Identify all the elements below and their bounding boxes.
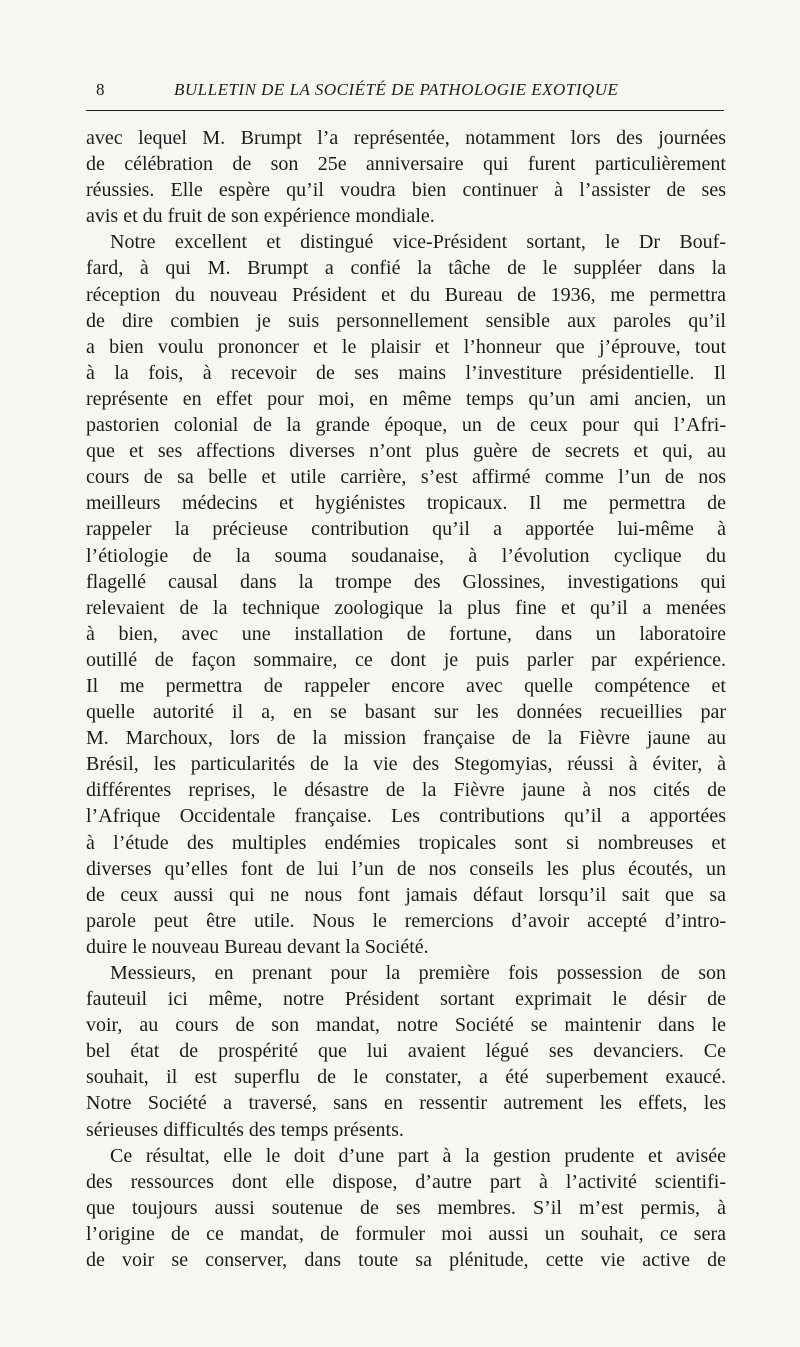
text-line: Il me permettra de rappeler encore avec quelle compétence et [86,674,726,697]
text-line: l’Afrique Occidentale française. Les contributions qu’il a apportées [86,805,726,828]
text-line: Notre Société a traversé, sans en ressentir autrement les effets, les [86,1092,726,1115]
text-line: Notre excellent et distingué vice-Président sortant, le Dr Bouf- [110,231,726,254]
text-line: a bien voulu prononcer et le plaisir et l’honneur que j’éprouve, tout [86,335,726,358]
text-line: avec lequel M. Brumpt l’a représentée, notamment lors des journées [86,127,726,149]
text-line: l’étiologie de la souma soudanaise, à l’évolution cyclique du [86,544,726,567]
text-line: de dire combien je suis personnellement sensible aux paroles qu’il [86,309,726,332]
text-line: fard, à qui M. Brumpt a confié la tâche de le suppléer dans la [86,257,726,280]
text-line: fauteuil ici même, notre Président sortant exprimait le désir de [86,988,726,1011]
text-line: pastorien colonial de la grande époque, un de ceux pour qui l’Afri- [86,414,726,437]
text-line: réussies. Elle espère qu’il voudra bien continuer à l’assister de ses [86,179,726,202]
text-line: représente en effet pour moi, en même temps qu’un ami ancien, un [86,387,726,410]
text-line: M. Marchoux, lors de la mission française de la Fièvre jaune au [86,727,726,750]
page-header [86,80,724,110]
text-line: sérieuses difficultés des temps présents. [86,1118,404,1141]
header-rule [86,110,724,111]
text-line: parole peut être utile. Nous le remercions d’avoir accepté d’intro- [86,909,726,932]
text-line: que toujours aussi soutenue de ses membres. S’il m’est permis, à [86,1196,726,1219]
text-line: l’origine de ce mandat, de formuler moi aussi un souhait, ce sera [86,1222,726,1245]
text-line: outillé de façon sommaire, ce dont je puis parler par expérience. [86,648,726,671]
text-line: réception du nouveau Président et du Bureau de 1936, me permettra [86,283,726,306]
body-text [86,125,726,1273]
text-line: Ce résultat, elle le doit d’une part à la gestion prudente et avisée [110,1144,726,1167]
page-number: 8 [96,80,105,99]
text-line: à l’étude des multiples endémies tropicales sont si nombreuses et [86,831,726,854]
text-line: différentes reprises, le désastre de la Fièvre jaune à nos cités de [86,779,726,802]
text-line: diverses qu’elles font de lui l’un de nos conseils les plus écoutés, un [86,857,726,880]
text-line: à la fois, à recevoir de ses mains l’investiture présidentielle. Il [86,361,726,384]
text-line: voir, au cours de son mandat, notre Société se maintenir dans le [86,1014,726,1037]
text-line: Brésil, les particularités de la vie des Stegomyias, réussi à éviter, à [86,753,726,776]
text-line: à bien, avec une installation de fortune, dans un laboratoire [86,622,726,645]
text-line: avis et du fruit de son expérience mondiale. [86,205,435,228]
text-line: de célébration de son 25e anniversaire qui furent particulièrement [86,153,726,176]
text-line: de ceux aussi qui ne nous font jamais défaut lorsqu’il sait que sa [86,883,726,906]
text-line: souhait, il est superflu de le constater, a été superbement exaucé. [86,1066,726,1089]
running-title: BULLETIN DE LA SOCIÉTÉ DE PATHOLOGIE EXOTIQUE [174,80,619,99]
text-line: quelle autorité il a, en se basant sur les données recueillies par [86,701,726,724]
text-line: rappeler la précieuse contribution qu’il a apportée lui-même à [86,518,726,541]
text-line: relevaient de la technique zoologique la plus fine et qu’il a menées [86,596,726,619]
text-line: Messieurs, en prenant pour la première fois possession de son [110,962,726,984]
text-line: flagellé causal dans la trompe des Glossines, investigations qui [86,570,726,593]
text-line: meilleurs médecins et hygiénistes tropicaux. Il me permettra de [86,492,726,515]
text-line: bel état de prospérité que lui avaient légué ses devanciers. Ce [86,1040,726,1063]
text-line: que et ses affections diverses n’ont plus guère de secrets et qui, au [86,440,726,463]
text-line: des ressources dont elle dispose, d’autre part à l’activité scientifi- [86,1170,726,1193]
text-line: de voir se conserver, dans toute sa plénitude, cette vie active de [86,1249,726,1272]
text-line: duire le nouveau Bureau devant la Société. [86,935,429,958]
text-line: cours de sa belle et utile carrière, s’est affirmé comme l’un de nos [86,466,726,489]
